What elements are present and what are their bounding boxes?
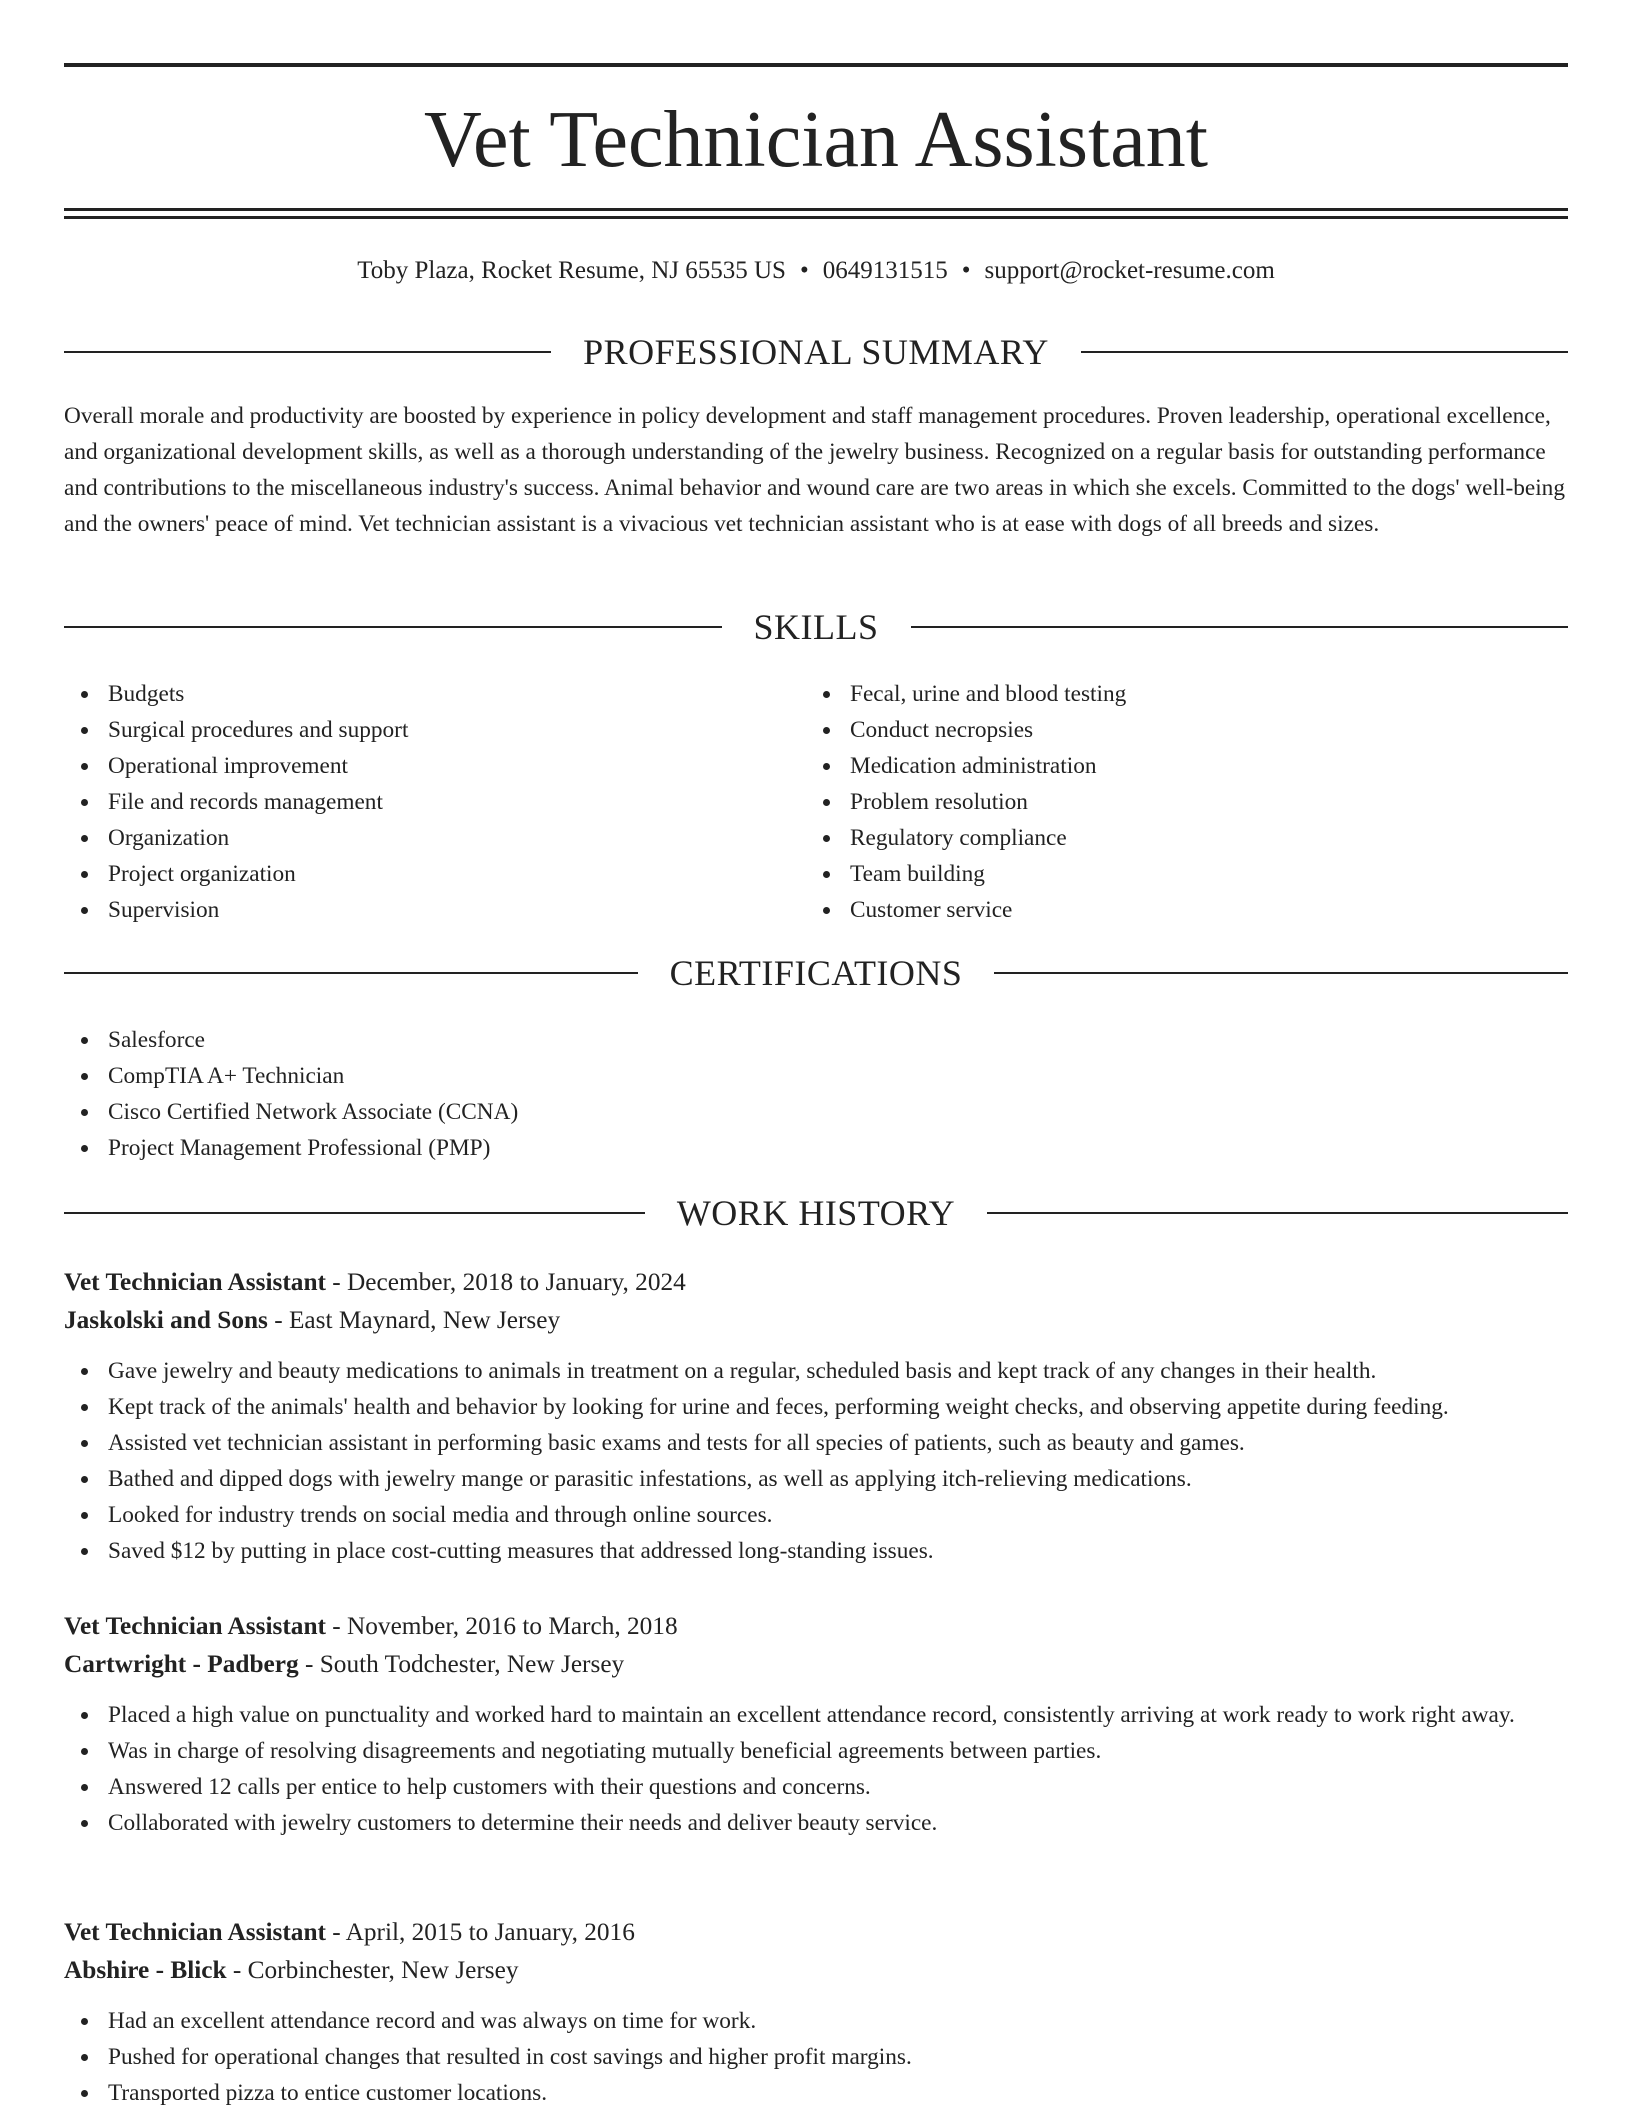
section-rule-left — [64, 626, 722, 628]
certification-item: Cisco Certified Network Associate (CCNA) — [64, 1094, 1064, 1130]
skill-item: Medication administration — [806, 748, 1546, 784]
job-duty: Gave jewelry and beauty medications to animals in treatment on a regular, scheduled basis and kept track of any changes in their health. — [64, 1353, 1568, 1389]
skill-item: Conduct necropsies — [806, 712, 1546, 748]
section-rule-right — [994, 972, 1568, 974]
section-header-skills — [64, 605, 1568, 649]
job-duty: Collaborated with jewelry customers to determine their needs and deliver beauty service. — [64, 1805, 1568, 1841]
job-company: Abshire - Blick — [64, 1956, 227, 1984]
job-duty: Saved $12 by putting in place cost-cutting measures that addressed long-standing issues. — [64, 1533, 1568, 1569]
section-rule-right — [1081, 351, 1568, 353]
section-header-summary — [64, 330, 1568, 374]
job-title-line — [64, 1913, 1568, 1951]
job-location: - Corbinchester, New Jersey — [226, 1956, 519, 1984]
job-duty: Was in charge of resolving disagreements and negotiating mutually beneficial agreements between parties. — [64, 1733, 1568, 1769]
skills-list-left — [64, 676, 804, 928]
job-duty: Bathed and dipped dogs with jewelry mange or parasitic infestations, as well as applying itch-relieving medications. — [64, 1461, 1568, 1497]
section-rule-left — [64, 972, 638, 974]
job-title-line — [64, 1607, 1568, 1645]
job-duty: Answered 12 calls per entice to help customers with their questions and concerns. — [64, 1769, 1568, 1805]
job-title: Vet Technician Assistant — [64, 1268, 326, 1296]
summary-text: Overall morale and productivity are boosted by experience in policy development and staff management procedures. Proven leadership, operational excellence, and organizational development skills, as well as a thorough understanding of the jewelry business. Recognized on a regular basis for outstanding performance and contributions to the miscellaneous industry's success. Animal behavior and wound care are two areas in which she excels. Committed to the dogs' well-being and the owners' peace of mind. Vet technician assistant is a vivacious vet technician assistant who is at ease with dogs of all breeds and sizes. — [64, 403, 1565, 537]
job-entry — [64, 1913, 1568, 2111]
job-dates: - April, 2015 to January, 2016 — [325, 1918, 635, 1946]
skills-list-right — [806, 676, 1546, 928]
job-location: - South Todchester, New Jersey — [298, 1650, 625, 1678]
job-title-line — [64, 1263, 1568, 1301]
skill-item: Problem resolution — [806, 784, 1546, 820]
job-duty: Pushed for operational changes that resulted in cost savings and higher profit margins. — [64, 2039, 1568, 2075]
contact-email: support@rocket-resume.com — [984, 257, 1275, 284]
section-header-certifications — [64, 951, 1568, 995]
job-duty: Assisted vet technician assistant in performing basic exams and tests for all species of patients, such as beauty and games. — [64, 1425, 1568, 1461]
certification-item: Salesforce — [64, 1022, 1064, 1058]
job-dates: - December, 2018 to January, 2024 — [325, 1268, 686, 1296]
skill-item: Team building — [806, 856, 1546, 892]
job-company: Cartwright - Padberg — [64, 1650, 299, 1678]
contact-separator: • — [961, 257, 971, 284]
section-rule-right — [911, 626, 1569, 628]
job-company-line — [64, 1301, 1568, 1339]
section-title-skills: SKILLS — [753, 607, 879, 647]
section-rule-left — [64, 1212, 645, 1214]
job-dates: - November, 2016 to March, 2018 — [325, 1612, 678, 1640]
job-company-line — [64, 1951, 1568, 1989]
skill-item: Customer service — [806, 892, 1546, 928]
certifications-list — [64, 1022, 1064, 1166]
title-rule-upper — [64, 208, 1568, 211]
skill-item: Surgical procedures and support — [64, 712, 804, 748]
certification-item: CompTIA A+ Technician — [64, 1058, 1064, 1094]
job-title: Vet Technician Assistant — [64, 1918, 326, 1946]
section-header-work-history — [64, 1191, 1568, 1235]
top-rule — [64, 63, 1568, 67]
job-duty: Placed a high value on punctuality and worked hard to maintain an excellent attendance record, consistently arriving at work ready to work right away. — [64, 1697, 1568, 1733]
skill-item: Supervision — [64, 892, 804, 928]
job-duty: Looked for industry trends on social media and through online sources. — [64, 1497, 1568, 1533]
job-entry — [64, 1607, 1568, 1841]
skill-item: Regulatory compliance — [806, 820, 1546, 856]
contact-separator: • — [799, 257, 809, 284]
section-title-certifications: CERTIFICATIONS — [669, 953, 963, 993]
contact-phone: 0649131515 — [822, 257, 948, 284]
contact-line — [64, 254, 1568, 288]
job-duty: Kept track of the animals' health and behavior by looking for urine and feces, performing weight checks, and observing appetite during feeding. — [64, 1389, 1568, 1425]
section-title-summary: PROFESSIONAL SUMMARY — [583, 332, 1049, 372]
skill-item: Budgets — [64, 676, 804, 712]
certification-item: Project Management Professional (PMP) — [64, 1130, 1064, 1166]
section-rule-left — [64, 351, 551, 353]
job-duty: Had an excellent attendance record and was always on time for work. — [64, 2003, 1568, 2039]
job-location: - East Maynard, New Jersey — [267, 1306, 561, 1334]
job-title: Vet Technician Assistant — [64, 1612, 326, 1640]
job-company-line — [64, 1645, 1568, 1683]
job-duties-list — [64, 1353, 1568, 1569]
job-company: Jaskolski and Sons — [64, 1306, 268, 1334]
resume-title: Vet Technician Assistant — [424, 96, 1208, 184]
skill-item: Operational improvement — [64, 748, 804, 784]
skill-item: Fecal, urine and blood testing — [806, 676, 1546, 712]
job-duties-list — [64, 2003, 1568, 2111]
section-rule-right — [987, 1212, 1568, 1214]
skill-item: File and records management — [64, 784, 804, 820]
job-entry — [64, 1263, 1568, 1569]
contact-address: Toby Plaza, Rocket Resume, NJ 65535 US — [357, 257, 786, 284]
job-duties-list — [64, 1697, 1568, 1841]
section-title-work-history: WORK HISTORY — [676, 1193, 956, 1233]
title-rule-lower — [64, 216, 1568, 219]
job-duty: Transported pizza to entice customer locations. — [64, 2075, 1568, 2111]
skill-item: Organization — [64, 820, 804, 856]
skill-item: Project organization — [64, 856, 804, 892]
